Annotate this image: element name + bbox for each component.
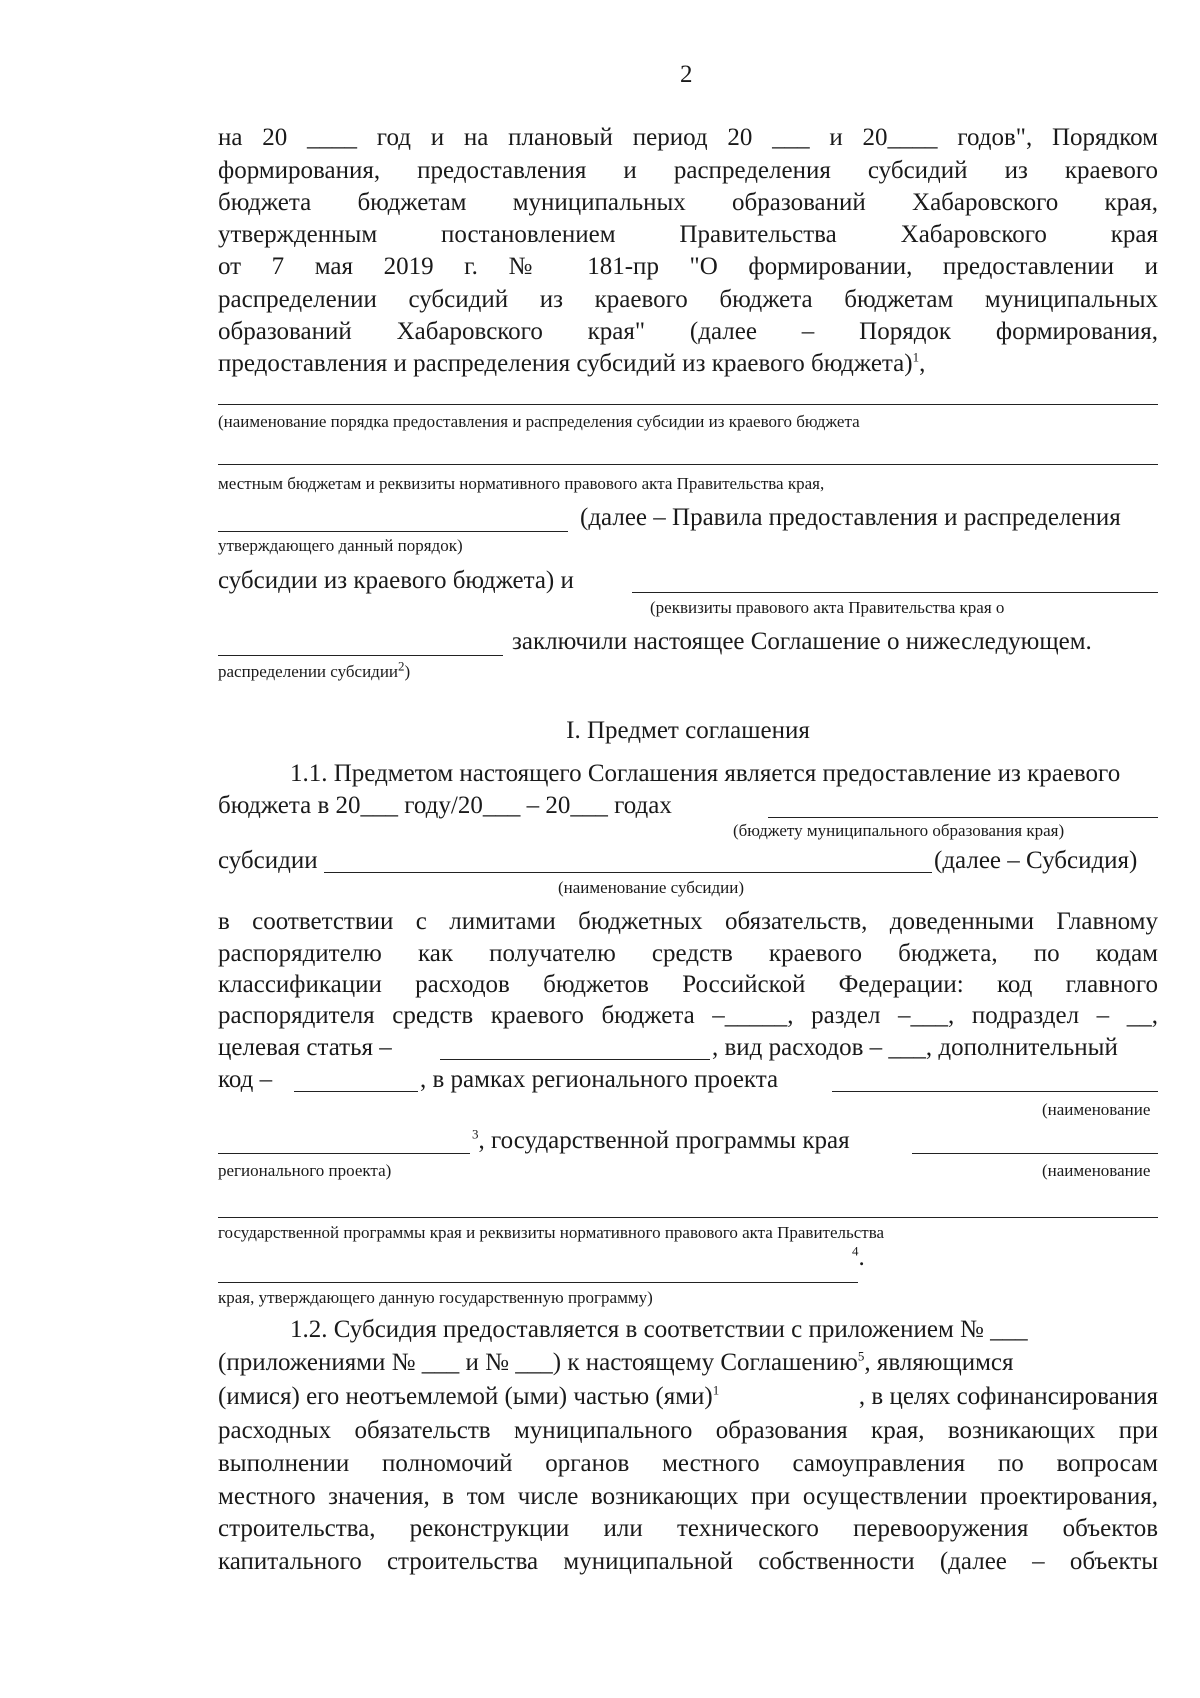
footnote-mark: 3 (472, 1126, 479, 1142)
body-line: местного значения, в том числе возникающих при осуществлении проектирования, (218, 1483, 1158, 1510)
footnote-mark: 1 (712, 1382, 720, 1398)
fill-line (218, 464, 1158, 465)
field-caption: местным бюджетам и реквизиты нормативного правового акта Правительства края, (218, 474, 825, 493)
field-caption: регионального проекта) (218, 1161, 392, 1180)
footnote-mark: 5 (857, 1348, 865, 1364)
footnote-mark: 4 (852, 1243, 859, 1259)
body-line: (приложениями № ___ и № ___) к настоящему Соглашению$^5$, являющимся (218, 1348, 1014, 1376)
body-line: (имися) его неотъемлемой (ыми) частью (ями)$^1$ , в целях софинансирования (218, 1382, 1158, 1410)
body-line: предоставления и распределения субсидий из краевого бюджета)$^1$, (218, 349, 926, 377)
body-line: на 20 ____ год и на плановый период 20 ___ и 20____ годов", Порядком (218, 124, 1158, 151)
body-line: , вид расходов – ___, дополнительный (712, 1034, 1118, 1061)
section-heading: I. Предмет соглашения (566, 717, 810, 744)
body-line: (далее – Правила предоставления и распределения (580, 504, 1121, 531)
field-caption: (бюджету муниципального образования края) (733, 821, 1065, 840)
field-caption: края, утверждающего данную государственную программу) (218, 1288, 653, 1307)
body-line: $^3$, государственной программы края (472, 1126, 850, 1154)
body-line: субсидии из краевого бюджета) и (218, 567, 574, 594)
field-caption: распределении субсидии$^2$) (218, 658, 411, 681)
body-line: образований Хабаровского края" (далее – Порядок формирования, (218, 318, 1158, 345)
fill-line (218, 1153, 470, 1154)
body-line: расходных обязательств муниципального образования края, возникающих при (218, 1417, 1158, 1444)
field-caption: (наименование (1042, 1161, 1151, 1180)
footnote-mark: 2 (398, 658, 405, 674)
body-line: целевая статья – (218, 1034, 392, 1061)
body-line: субсидии (218, 847, 318, 874)
fill-line (218, 404, 1158, 405)
fill-line (912, 1153, 1158, 1154)
body-line: в соответствии с лимитами бюджетных обязательств, доведенными Главному (218, 908, 1158, 935)
body-line: (далее – Субсидия) (934, 847, 1138, 874)
body-line: от 7 мая 2019 г. № 181-пр "О формировании, предоставлении и (218, 253, 1158, 280)
field-caption: утверждающего данный порядок) (218, 536, 463, 555)
body-line: капитального строительства муниципальной собственности (далее – объекты (218, 1548, 1158, 1575)
fill-line (218, 531, 568, 532)
body-line: выполнении полномочий органов местного самоуправления по вопросам (218, 1450, 1158, 1477)
fill-line (218, 1282, 858, 1283)
fill-line (218, 655, 503, 656)
fill-line (632, 592, 1158, 593)
body-line: распределении субсидий из краевого бюджета бюджетам муниципальных (218, 286, 1158, 313)
body-line: 1.1. Предметом настоящего Соглашения является предоставление из краевого (290, 760, 1121, 787)
body-line: строительства, реконструкции или технического перевооружения объектов (218, 1515, 1158, 1542)
fill-line (294, 1091, 418, 1092)
fill-line (324, 872, 932, 873)
field-caption: (реквизиты правового акта Правительства края о (650, 598, 1005, 617)
body-line: код – (218, 1066, 273, 1093)
field-caption: (наименование порядка предоставления и распределения субсидии из краевого бюджета (218, 412, 860, 431)
field-caption: (наименование (1042, 1100, 1151, 1119)
body-line: бюджета в 20___ году/20___ – 20___ годах (218, 792, 672, 819)
body-line: , в рамках регионального проекта (420, 1066, 779, 1093)
body-line: заключили настоящее Соглашение о нижеследующем. (512, 628, 1092, 655)
fill-line (440, 1059, 710, 1060)
field-caption: (наименование субсидии) (558, 878, 745, 897)
fill-line (218, 1217, 1158, 1218)
body-line: распорядителю как получателю средств краевого бюджета, по кодам (218, 940, 1158, 967)
body-line: бюджета бюджетам муниципальных образований Хабаровского края, (218, 189, 1158, 216)
body-line: утвержденным постановлением Правительства Хабаровского края (218, 221, 1158, 248)
footnote-ref: $^4$. (852, 1243, 865, 1271)
body-line: 1.2. Субсидия предоставляется в соответствии с приложением № ___ (290, 1316, 1028, 1343)
body-line: формирования, предоставления и распределения субсидий из краевого (218, 157, 1158, 184)
field-caption: государственной программы края и реквизиты нормативного правового акта Правительства (218, 1223, 885, 1242)
footnote-mark: 1 (912, 349, 920, 365)
body-line: классификации расходов бюджетов Российской Федерации: код главного (218, 971, 1158, 998)
page-number: 2 (680, 61, 693, 88)
fill-line (832, 1091, 1158, 1092)
body-line: распорядителя средств краевого бюджета –_____, раздел –___, подраздел – __, (218, 1002, 1158, 1029)
fill-line (768, 817, 1158, 818)
